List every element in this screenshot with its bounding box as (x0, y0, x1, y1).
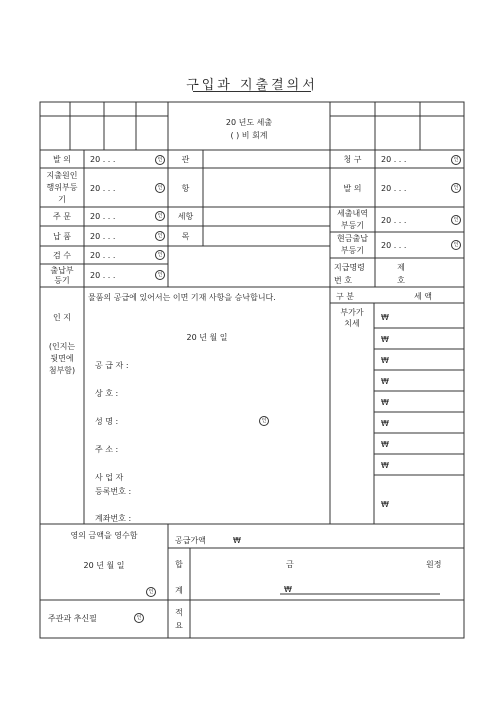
revenue-stamp-label: 인 지 (53, 313, 71, 322)
total-label-geum: 금 (286, 560, 294, 569)
document-title: 구입과 지출결의서 (186, 78, 318, 93)
won-sign: ₩ (381, 377, 389, 386)
won-sign: ₩ (381, 419, 389, 428)
field-label-sechul-naeyeok: 세출내역 부등기 (337, 209, 368, 230)
date-field[interactable]: 20 . . . (381, 184, 407, 193)
total-won-suffix: 원정 (426, 560, 442, 569)
seal-icon: 인 (155, 183, 165, 193)
seal-icon: 인 (134, 613, 144, 623)
field-label-geomsu: 검 수 (53, 251, 71, 260)
field-label-jumun: 주 문 (53, 212, 71, 221)
field-label-balui: 발 의 (53, 155, 71, 164)
seal-icon: 인 (146, 587, 156, 597)
representative-name-label: 성 명 : (95, 417, 119, 426)
seal-icon: 인 (451, 215, 461, 225)
date-field[interactable]: 20 . . . (381, 241, 407, 250)
won-sign: ₩ (233, 536, 241, 545)
field-label-chulnapbu: 출납부 등기 (50, 266, 74, 285)
seal-icon: 인 (155, 211, 165, 221)
seal-icon: 인 (451, 183, 461, 193)
breakdown-amount-header: 세 액 (414, 292, 432, 301)
won-sign: ₩ (381, 313, 389, 322)
breakdown-type-header: 구 분 (336, 292, 354, 301)
supply-consent-statement: 물품의 공급에 있어서는 이면 기재 사항을 승낙합니다. (88, 293, 276, 302)
fiscal-year-line: 20 년도 세출 (225, 118, 273, 127)
budget-sehang-label: 세항 (177, 212, 194, 221)
date-field[interactable]: 20 . . . (90, 212, 116, 221)
won-sign: ₩ (381, 461, 389, 470)
field-label-napum: 납 품 (53, 232, 71, 241)
revenue-stamp-note: (인지는 뒷면에 첨부함) (48, 342, 76, 375)
date-field[interactable]: 20 . . . (90, 184, 116, 193)
date-field[interactable]: 20 . . . (90, 232, 116, 241)
supply-date[interactable]: 20 년 월 일 (186, 333, 228, 342)
won-sign: ₩ (381, 356, 389, 365)
seal-icon: 인 (451, 155, 461, 165)
field-label-balui-right: 발 의 (343, 184, 362, 193)
date-field[interactable]: 20 . . . (381, 216, 407, 225)
date-field[interactable]: 20 . . . (381, 155, 407, 164)
date-field[interactable]: 20 . . . (90, 271, 116, 280)
account-type-line: ( ) 비 회계 (230, 131, 268, 140)
budget-gwan-label: 관 (181, 155, 190, 164)
won-sign: ₩ (381, 500, 389, 509)
date-field[interactable]: 20 . . . (90, 155, 116, 164)
date-field[interactable]: 20 . . . (90, 251, 116, 260)
won-sign: ₩ (381, 440, 389, 449)
seal-icon: 인 (259, 416, 269, 426)
supplier-label: 공 급 자 : (95, 361, 129, 370)
total-label-gye: 계 (175, 586, 183, 595)
seal-icon: 인 (155, 270, 165, 280)
won-sign: ₩ (381, 398, 389, 407)
receipt-date[interactable]: 20 년 월 일 (83, 561, 125, 570)
seal-icon: 인 (155, 250, 165, 260)
field-label-hyeongeum-chulnap: 현금출납 부등기 (337, 234, 368, 255)
field-label-cheonggu: 청 구 (343, 155, 362, 164)
payment-order-suffix: 제 호 (397, 263, 405, 285)
address-label: 주 소 : (95, 445, 119, 454)
remarks-label: 적 요 (175, 608, 183, 630)
business-reg-label-2: 등록번호 : (95, 487, 132, 496)
seal-icon: 인 (155, 231, 165, 241)
receipt-text: 영의 금액을 영수함 (70, 531, 138, 540)
payment-order-label: 지급명령 번 호 (334, 263, 365, 285)
supply-price-label: 공급가액 (175, 536, 206, 545)
budget-mok-label: 목 (181, 232, 190, 241)
business-reg-label-1: 사 업 자 (95, 473, 124, 482)
won-sign: ₩ (284, 585, 292, 594)
total-label-hap: 합 (175, 560, 183, 569)
budget-hang-label: 항 (181, 184, 190, 193)
field-label-jichul-wonin: 지출원인 행위부등 기 (46, 171, 78, 204)
seal-icon: 인 (451, 240, 461, 250)
responsible-dept-label: 주관과 추신필 (48, 614, 97, 623)
won-sign: ₩ (381, 335, 389, 344)
vat-label: 부가가 치세 (340, 308, 364, 328)
account-number-label: 계좌번호 : (95, 514, 132, 523)
seal-icon: 인 (155, 155, 165, 165)
company-name-label: 상 호 : (95, 389, 119, 398)
